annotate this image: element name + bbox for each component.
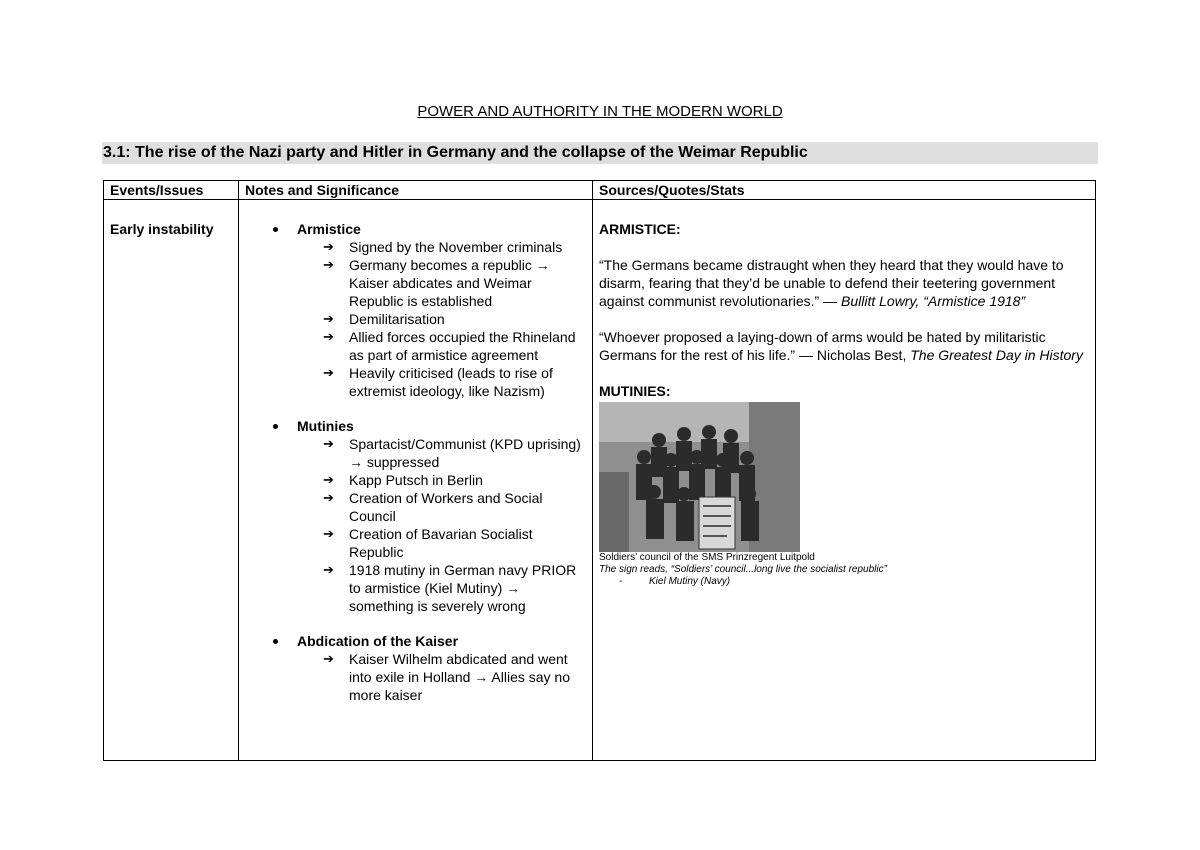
quote-lowry: “The Germans became distraught when they heard that they would have to disarm, fearing that they’d be unable to defend their teetering government against communist revolutionaries.” — Bullitt Lowry, “Armistice 1918” <box>599 257 1064 309</box>
list-item: ➔ Demilitarisation <box>323 311 445 327</box>
right-arrow-icon: ➔ <box>323 526 334 541</box>
list-item: ➔ Kaiser Wilhelm abdicated and went into exile in Holland → Allies say no more kaiser <box>323 651 571 703</box>
topic-abdication <box>245 632 586 704</box>
bullet-icon <box>273 639 278 644</box>
topic-mutinies <box>245 417 586 615</box>
events-cell <box>104 200 239 761</box>
right-arrow-icon: ➔ <box>323 436 334 451</box>
right-arrow-icon: ➔ <box>323 365 334 380</box>
photo-caption-source: - Kiel Mutiny (Navy) <box>619 576 731 587</box>
list-item: ➔ Signed by the November criminals <box>323 239 563 255</box>
topic-armistice <box>245 220 586 400</box>
table-header-row <box>104 181 1096 200</box>
bullet-icon <box>273 424 278 429</box>
photo-caption-sign: The sign reads, “Soldiers’ council...long live the socialist republic” <box>599 564 887 575</box>
list-item: ➔ Allied forces occupied the Rhineland as part of armistice agreement <box>323 329 576 363</box>
quote-best: “Whoever proposed a laying-down of arms would be hated by militaristic Germans for the rest of his life.” — Nicholas Best, The Greatest Day in History <box>599 329 1083 363</box>
sailors-photo <box>599 402 800 552</box>
right-arrow-icon: ➔ <box>323 239 334 254</box>
photo-caption: Soldiers’ council of the SMS Prinzregent Luitpold <box>599 552 815 563</box>
topic-title: Abdication of the Kaiser <box>297 633 459 649</box>
list-item: ➔ Creation of Workers and Social Council <box>323 490 543 524</box>
mutinies-heading: MUTINIES: <box>599 383 671 399</box>
list-item: ➔ Germany becomes a republic → Kaiser abdicates and Weimar Republic is established <box>323 257 550 309</box>
right-arrow-icon: ➔ <box>323 257 334 272</box>
document-title: POWER AND AUTHORITY IN THE MODERN WORLD <box>417 103 783 120</box>
notes-cell <box>239 200 593 761</box>
right-arrow-icon: ➔ <box>323 311 334 326</box>
bullet-icon <box>273 227 278 232</box>
topic-title: Armistice <box>297 221 361 237</box>
notes-table <box>103 180 1096 761</box>
topic-title: Mutinies <box>297 418 354 434</box>
list-item: ➔ Creation of Bavarian Socialist Republic <box>323 526 533 560</box>
right-arrow-icon: ➔ <box>323 490 334 505</box>
right-arrow-icon: ➔ <box>323 651 334 666</box>
header-notes: Notes and Significance <box>239 181 593 200</box>
right-arrow-icon: ➔ <box>323 329 334 344</box>
table-row <box>104 200 1096 761</box>
header-events: Events/Issues <box>104 181 239 200</box>
right-arrow-icon: ➔ <box>323 472 334 487</box>
section-heading: 3.1: The rise of the Nazi party and Hitler in Germany and the collapse of the Weimar Republic <box>102 142 1098 164</box>
sources-cell <box>593 200 1096 761</box>
armistice-heading: ARMISTICE: <box>599 221 681 237</box>
list-item: ➔ Kapp Putsch in Berlin <box>323 472 483 488</box>
list-item: ➔ 1918 mutiny in German navy PRIOR to armistice (Kiel Mutiny) → something is severely wrong <box>323 562 577 614</box>
event-label: Early instability <box>110 221 214 237</box>
header-sources: Sources/Quotes/Stats <box>593 181 1096 200</box>
list-item: ➔ Heavily criticised (leads to rise of extremist ideology, like Nazism) <box>323 365 553 399</box>
right-arrow-icon: ➔ <box>323 562 334 577</box>
list-item: ➔ Spartacist/Communist (KPD uprising) → suppressed <box>323 436 581 470</box>
